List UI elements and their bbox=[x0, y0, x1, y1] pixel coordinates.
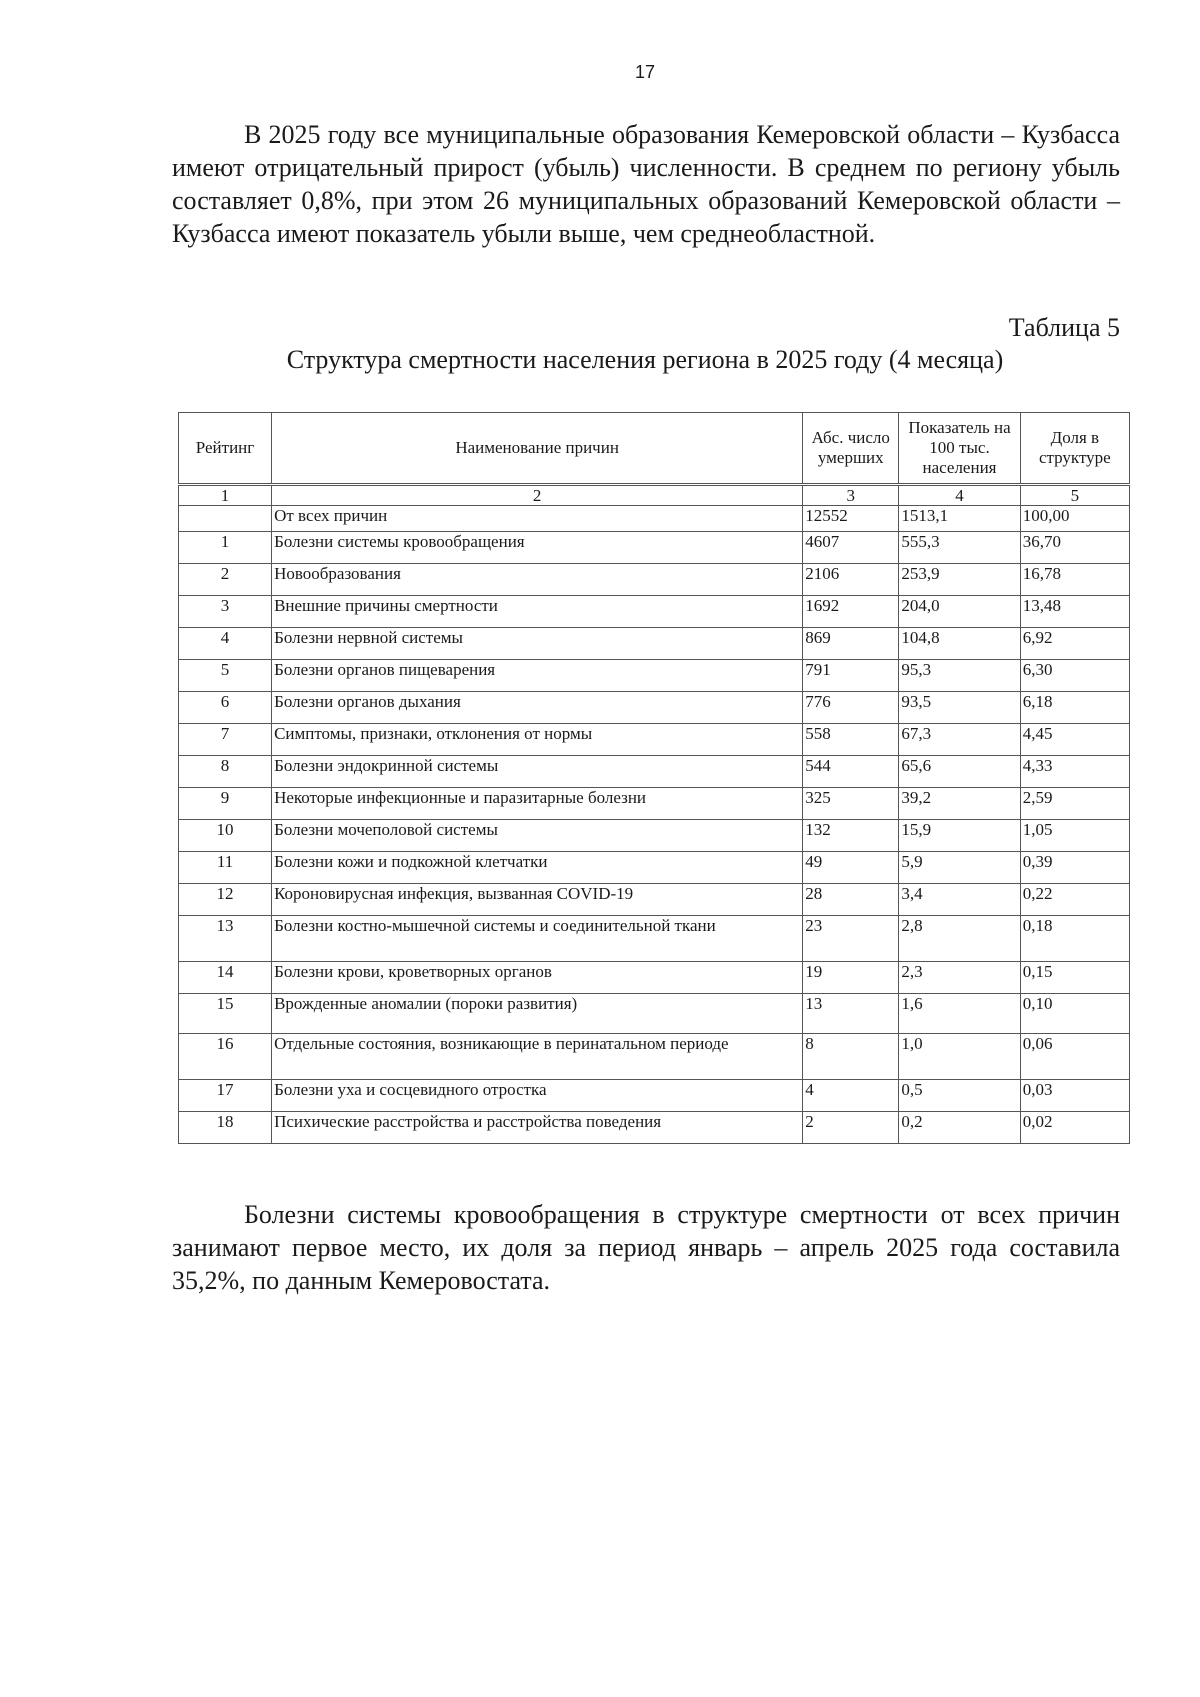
table-row bbox=[179, 564, 1130, 596]
abs-cell: 12552 bbox=[803, 506, 899, 532]
share-cell: 0,10 bbox=[1020, 994, 1129, 1034]
rank-cell: 14 bbox=[179, 962, 272, 994]
cause-cell: Некоторые инфекционные и паразитарные болезни bbox=[272, 788, 803, 820]
column-number: 5 bbox=[1020, 485, 1129, 506]
abs-cell: 49 bbox=[803, 852, 899, 884]
conclusion-paragraph: Болезни системы кровообращения в структуре смертности от всех причин занимают первое место, их доля за период январь – апрель 2025 года составила 35,2%, по данным Кемеровостата. bbox=[172, 1200, 1120, 1295]
share-cell: 0,06 bbox=[1020, 1034, 1129, 1080]
share-cell: 0,03 bbox=[1020, 1080, 1129, 1112]
abs-cell: 869 bbox=[803, 628, 899, 660]
rate-cell: 253,9 bbox=[899, 564, 1020, 596]
rate-cell: 93,5 bbox=[899, 692, 1020, 724]
cause-cell: Болезни системы кровообращения bbox=[272, 532, 803, 564]
abs-cell: 13 bbox=[803, 994, 899, 1034]
rate-cell: 0,5 bbox=[899, 1080, 1020, 1112]
table-row bbox=[179, 1112, 1130, 1144]
mortality-table bbox=[178, 412, 1130, 1144]
abs-cell: 4 bbox=[803, 1080, 899, 1112]
abs-cell: 2 bbox=[803, 1112, 899, 1144]
table-row bbox=[179, 724, 1130, 756]
abs-cell: 28 bbox=[803, 884, 899, 916]
rate-cell: 5,9 bbox=[899, 852, 1020, 884]
table-header-row bbox=[179, 413, 1130, 485]
rate-cell: 65,6 bbox=[899, 756, 1020, 788]
table-row bbox=[179, 692, 1130, 724]
column-number: 2 bbox=[272, 485, 803, 506]
cause-cell: Болезни нервной системы bbox=[272, 628, 803, 660]
cause-cell: Болезни органов пищеварения bbox=[272, 660, 803, 692]
cause-cell: Врожденные аномалии (пороки развития) bbox=[272, 994, 803, 1034]
rate-cell: 95,3 bbox=[899, 660, 1020, 692]
table-row bbox=[179, 994, 1130, 1034]
abs-cell: 558 bbox=[803, 724, 899, 756]
table-row bbox=[179, 532, 1130, 564]
rate-cell: 104,8 bbox=[899, 628, 1020, 660]
table-row bbox=[179, 1080, 1130, 1112]
share-cell: 6,18 bbox=[1020, 692, 1129, 724]
rank-cell: 13 bbox=[179, 916, 272, 962]
abs-cell: 544 bbox=[803, 756, 899, 788]
table-row bbox=[179, 660, 1130, 692]
rank-cell: 10 bbox=[179, 820, 272, 852]
abs-cell: 4607 bbox=[803, 532, 899, 564]
cause-cell: Болезни уха и сосцевидного отростка bbox=[272, 1080, 803, 1112]
rate-cell: 2,3 bbox=[899, 962, 1020, 994]
table-row bbox=[179, 506, 1130, 532]
abs-cell: 23 bbox=[803, 916, 899, 962]
rank-cell: 3 bbox=[179, 596, 272, 628]
rate-cell: 2,8 bbox=[899, 916, 1020, 962]
rank-cell: 12 bbox=[179, 884, 272, 916]
share-cell: 4,33 bbox=[1020, 756, 1129, 788]
header-abs: Абс. число умерших bbox=[803, 413, 899, 485]
header-share: Доля в структуре bbox=[1020, 413, 1129, 485]
share-cell: 0,18 bbox=[1020, 916, 1129, 962]
rate-cell: 67,3 bbox=[899, 724, 1020, 756]
abs-cell: 1692 bbox=[803, 596, 899, 628]
cause-cell: Болезни органов дыхания bbox=[272, 692, 803, 724]
header-name: Наименование причин bbox=[272, 413, 803, 485]
cause-cell: Короновирусная инфекция, вызванная COVID-19 bbox=[272, 884, 803, 916]
cause-cell: Болезни крови, кроветворных органов bbox=[272, 962, 803, 994]
table-label: Таблица 5 bbox=[1008, 313, 1120, 342]
share-cell: 1,05 bbox=[1020, 820, 1129, 852]
cause-cell: Болезни кожи и подкожной клетчатки bbox=[272, 852, 803, 884]
rate-cell: 555,3 bbox=[899, 532, 1020, 564]
cause-cell: Болезни костно-мышечной системы и соединительной ткани bbox=[272, 916, 803, 962]
abs-cell: 776 bbox=[803, 692, 899, 724]
rate-cell: 1513,1 bbox=[899, 506, 1020, 532]
abs-cell: 791 bbox=[803, 660, 899, 692]
column-number: 1 bbox=[179, 485, 272, 506]
share-cell: 0,39 bbox=[1020, 852, 1129, 884]
share-cell: 0,22 bbox=[1020, 884, 1129, 916]
rate-cell: 204,0 bbox=[899, 596, 1020, 628]
column-number: 4 bbox=[899, 485, 1020, 506]
share-cell: 4,45 bbox=[1020, 724, 1129, 756]
rank-cell: 11 bbox=[179, 852, 272, 884]
cause-cell: Отдельные состояния, возникающие в перинатальном периоде bbox=[272, 1034, 803, 1080]
rank-cell: 18 bbox=[179, 1112, 272, 1144]
share-cell: 13,48 bbox=[1020, 596, 1129, 628]
cause-cell: Симптомы, признаки, отклонения от нормы bbox=[272, 724, 803, 756]
abs-cell: 2106 bbox=[803, 564, 899, 596]
rank-cell: 7 bbox=[179, 724, 272, 756]
table-row bbox=[179, 756, 1130, 788]
abs-cell: 8 bbox=[803, 1034, 899, 1080]
share-cell: 100,00 bbox=[1020, 506, 1129, 532]
rank-cell: 1 bbox=[179, 532, 272, 564]
abs-cell: 325 bbox=[803, 788, 899, 820]
rank-cell: 15 bbox=[179, 994, 272, 1034]
header-rank: Рейтинг bbox=[179, 413, 272, 485]
share-cell: 36,70 bbox=[1020, 532, 1129, 564]
share-cell: 6,30 bbox=[1020, 660, 1129, 692]
table-row bbox=[179, 788, 1130, 820]
cause-cell: Болезни мочеполовой системы bbox=[272, 820, 803, 852]
cause-cell: Психические расстройства и расстройства поведения bbox=[272, 1112, 803, 1144]
rank-cell: 8 bbox=[179, 756, 272, 788]
header-rate: Показатель на 100 тыс. населения bbox=[899, 413, 1020, 485]
rank-cell: 4 bbox=[179, 628, 272, 660]
cause-cell: От всех причин bbox=[272, 506, 803, 532]
page-number: 17 bbox=[634, 62, 656, 82]
cause-cell: Внешние причины смертности bbox=[272, 596, 803, 628]
share-cell: 0,02 bbox=[1020, 1112, 1129, 1144]
rate-cell: 39,2 bbox=[899, 788, 1020, 820]
table-row bbox=[179, 916, 1130, 962]
share-cell: 0,15 bbox=[1020, 962, 1129, 994]
rank-cell: 6 bbox=[179, 692, 272, 724]
rate-cell: 3,4 bbox=[899, 884, 1020, 916]
column-number-row bbox=[179, 485, 1130, 506]
rank-cell: 9 bbox=[179, 788, 272, 820]
rate-cell: 1,0 bbox=[899, 1034, 1020, 1080]
table-row bbox=[179, 884, 1130, 916]
rate-cell: 1,6 bbox=[899, 994, 1020, 1034]
rank-cell: 5 bbox=[179, 660, 272, 692]
share-cell: 2,59 bbox=[1020, 788, 1129, 820]
abs-cell: 132 bbox=[803, 820, 899, 852]
cause-cell: Новообразования bbox=[272, 564, 803, 596]
rank-cell: 2 bbox=[179, 564, 272, 596]
table-row bbox=[179, 852, 1130, 884]
rank-cell: 17 bbox=[179, 1080, 272, 1112]
share-cell: 16,78 bbox=[1020, 564, 1129, 596]
table-row bbox=[179, 596, 1130, 628]
rate-cell: 15,9 bbox=[899, 820, 1020, 852]
table-row bbox=[179, 820, 1130, 852]
share-cell: 6,92 bbox=[1020, 628, 1129, 660]
rank-cell: 16 bbox=[179, 1034, 272, 1080]
table-row bbox=[179, 962, 1130, 994]
column-number: 3 bbox=[803, 485, 899, 506]
intro-paragraph: В 2025 году все муниципальные образования Кемеровской области – Кузбасса имеют отрицательный прирост (убыль) численности. В среднем по региону убыль составляет 0,8%, при этом 26 муниципальных образований Кемеровской области – Кузбасса имеют показатель убыли выше, чем среднеобластной. bbox=[172, 120, 1120, 248]
table-title: Структура смертности населения региона в 2025 году (4 месяца) bbox=[286, 345, 1004, 374]
abs-cell: 19 bbox=[803, 962, 899, 994]
table-row bbox=[179, 1034, 1130, 1080]
rate-cell: 0,2 bbox=[899, 1112, 1020, 1144]
table-row bbox=[179, 628, 1130, 660]
cause-cell: Болезни эндокринной системы bbox=[272, 756, 803, 788]
rank-cell bbox=[179, 506, 272, 532]
